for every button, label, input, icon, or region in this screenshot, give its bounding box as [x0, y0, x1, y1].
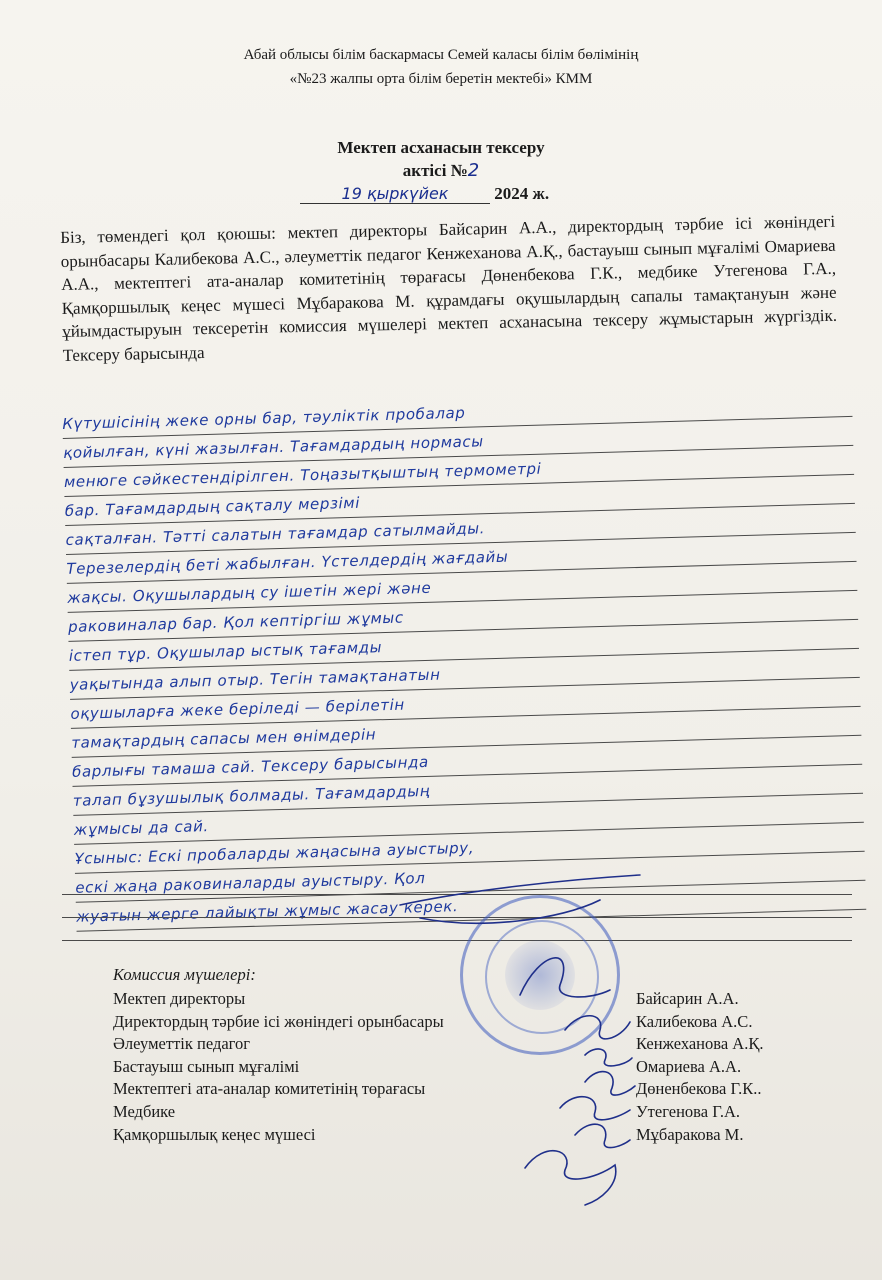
- note-line: қойылған, күні жазылған. Тағамдардың нормасы: [63, 417, 854, 468]
- note-line: талап бұзушылық болмады. Тағамдардың: [73, 765, 864, 816]
- member-name: Утегенова Г.А.: [636, 1101, 741, 1121]
- member-role: Директордың тәрбие ісі жөніндегі орынбасары: [113, 1011, 444, 1031]
- date-year: 2024 ж.: [494, 184, 550, 203]
- trustee-signature: [525, 1151, 616, 1205]
- note-line: ескі жаңа раковиналарды ауыстыру. Қол: [75, 852, 866, 903]
- document-title: Мектеп асханасын тексеру: [337, 138, 545, 157]
- note-line: барлығы тамаша сай. Тексеру барысында: [72, 736, 863, 787]
- note-line: істеп тұр. Оқушылар ыстық тағамды: [68, 620, 859, 671]
- member-role: Мектептегі ата-аналар комитетінің төрағасы: [113, 1079, 426, 1099]
- member-role: Мектеп директоры: [113, 989, 246, 1008]
- note-line: сақталған. Тәтті салатын тағамдар сатылмайды.: [65, 504, 856, 555]
- member-name: Байсарин А.А.: [636, 989, 739, 1008]
- member-row: [113, 1057, 813, 1080]
- committee-heading: Комиссия мүшелері:: [113, 965, 256, 984]
- handwritten-date: 19 қыркүйек: [300, 184, 490, 204]
- member-role: Әлеуметтік педагог: [113, 1034, 251, 1054]
- member-name: Кенжеханова А.Қ.: [636, 1034, 764, 1054]
- act-number: 2: [467, 160, 480, 181]
- note-line: уақытында алып отыр. Тегін тамақтанатын: [69, 649, 860, 700]
- org-header-line-1: Абай облысы білім баскармасы Семей каласы білім бөлімінің: [243, 47, 639, 63]
- note-line: жуатын жерге лайықты жұмыс жасау керек.: [76, 881, 867, 932]
- note-line: Күтушісінің жеке орны бар, тәуліктік пробалар: [62, 388, 853, 439]
- note-line: бар. Тағамдардың сақталу мерзімі: [64, 475, 855, 526]
- member-role: Бастауыш сынып мұғалімі: [113, 1056, 300, 1076]
- note-line: Ұсыныс: Ескі пробаларды жаңасына ауыстыру,: [74, 823, 865, 874]
- note-line: оқушыларға жеке беріледі — берілетін: [70, 678, 861, 729]
- member-row: [113, 1125, 813, 1148]
- member-name: Мұбаракова М.: [636, 1124, 744, 1144]
- member-row: [113, 1079, 813, 1102]
- member-name: Калибекова А.С.: [636, 1011, 753, 1031]
- note-line: Терезелердің беті жабылған. Үстелдердің жағдайы: [66, 533, 857, 584]
- member-row: [113, 1034, 813, 1057]
- member-row: [113, 1012, 813, 1035]
- committee-signatures: [113, 965, 813, 1147]
- member-role: Медбике: [113, 1101, 176, 1121]
- member-row: [113, 989, 813, 1012]
- act-label: актісі №: [402, 161, 468, 180]
- intro-paragraph: Біз, төмендегі қол қоюшы: мектеп директоры Байсарин А.А., директордың тәрбие ісі жөніндегі орынбасары Калибекова А.С., әлеуметтік педагог Кенжеханова А.Қ., бастауыш сынып мұғалімі Омариева А.А., мектептегі ата-аналар комитетінің төрағасы Дөненбекова Г.К., медбике Утегенова Г.А., Қамқоршылық кеңес мүшесі Мұбаракова М. құрамдағы оқушылардың сапалы тамақтануын және ұйымдастыруын тексеретін комиссия мүшелері мектеп асханасына тексеру жұмыстарын жүргіздік. Тексеру барысында: [60, 211, 838, 365]
- member-name: Дөненбекова Г.К..: [636, 1079, 762, 1099]
- member-name: Омариева А.А.: [636, 1056, 742, 1076]
- note-line: раковиналар бар. Қол кептіргіш жұмыс: [68, 591, 859, 642]
- note-line: менюге сәйкестендірілген. Тоңазытқыштың термометрі: [64, 446, 855, 497]
- org-header-line-2: «№23 жалпы орта білім беретін мектебі» КММ: [289, 71, 593, 87]
- note-line: жақсы. Оқушылардың су ішетін жері және: [67, 562, 858, 613]
- member-role: Қамқоршылық кеңес мүшесі: [113, 1124, 316, 1144]
- member-row: [113, 1102, 813, 1125]
- note-line: жұмысы да сай.: [73, 794, 864, 845]
- note-line: тамақтардың сапасы мен өнімдерін: [71, 707, 862, 758]
- long-flourish-signature: [400, 875, 640, 923]
